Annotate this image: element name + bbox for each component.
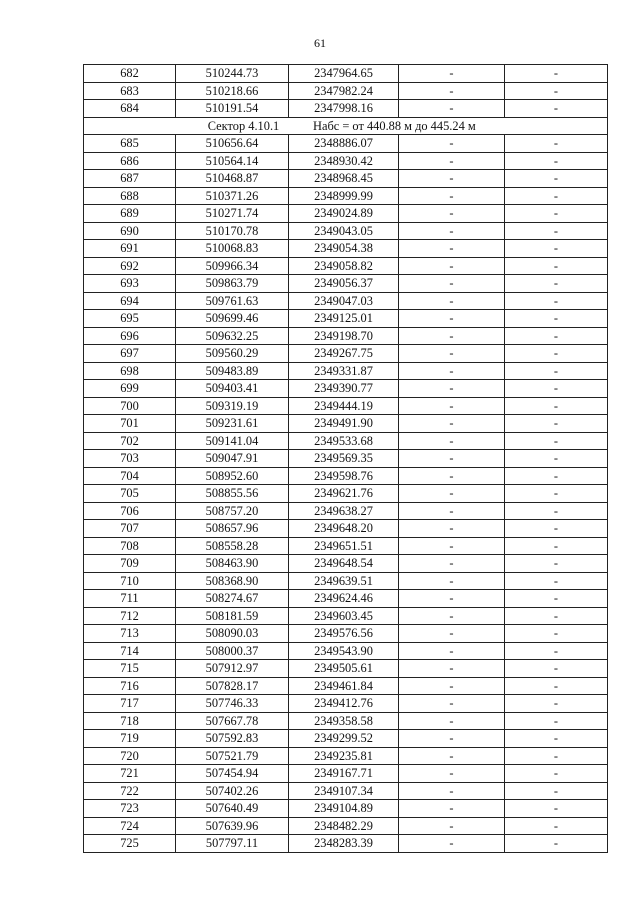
column-5-cell: - [505, 835, 608, 853]
table-row [84, 765, 608, 783]
y-coordinate-cell: 2349603.45 [289, 607, 399, 625]
x-coordinate-cell: 509560.29 [176, 345, 289, 363]
table-row [84, 817, 608, 835]
y-coordinate-cell: 2347964.65 [289, 65, 399, 83]
point-number-cell: 707 [84, 520, 176, 538]
column-4-cell: - [399, 135, 505, 153]
x-coordinate-cell: 507521.79 [176, 747, 289, 765]
column-5-cell: - [505, 677, 608, 695]
x-coordinate-cell: 509047.91 [176, 450, 289, 468]
column-4-cell: - [399, 485, 505, 503]
point-number-cell: 716 [84, 677, 176, 695]
coordinates-table [83, 64, 608, 853]
table-row [84, 747, 608, 765]
column-4-cell: - [399, 362, 505, 380]
point-number-cell: 725 [84, 835, 176, 853]
point-number-cell: 718 [84, 712, 176, 730]
column-4-cell: - [399, 782, 505, 800]
column-4-cell: - [399, 380, 505, 398]
table-row [84, 397, 608, 415]
table-row [84, 800, 608, 818]
table-row [84, 152, 608, 170]
y-coordinate-cell: 2348283.39 [289, 835, 399, 853]
column-4-cell: - [399, 432, 505, 450]
column-4-cell: - [399, 747, 505, 765]
column-4-cell: - [399, 450, 505, 468]
column-4-cell: - [399, 240, 505, 258]
table-row [84, 135, 608, 153]
table-row [84, 187, 608, 205]
column-4-cell: - [399, 397, 505, 415]
point-number-cell: 686 [84, 152, 176, 170]
y-coordinate-cell: 2349648.54 [289, 555, 399, 573]
table-row [84, 380, 608, 398]
y-coordinate-cell: 2348482.29 [289, 817, 399, 835]
table-row [84, 730, 608, 748]
column-5-cell: - [505, 747, 608, 765]
point-number-cell: 715 [84, 660, 176, 678]
x-coordinate-cell: 508952.60 [176, 467, 289, 485]
point-number-cell: 710 [84, 572, 176, 590]
table-row [84, 782, 608, 800]
y-coordinate-cell: 2349543.90 [289, 642, 399, 660]
table-row [84, 170, 608, 188]
y-coordinate-cell: 2349621.76 [289, 485, 399, 503]
y-coordinate-cell: 2349461.84 [289, 677, 399, 695]
x-coordinate-cell: 509632.25 [176, 327, 289, 345]
column-5-cell: - [505, 467, 608, 485]
point-number-cell: 714 [84, 642, 176, 660]
x-coordinate-cell: 508757.20 [176, 502, 289, 520]
column-5-cell: - [505, 345, 608, 363]
column-5-cell: - [505, 187, 608, 205]
column-4-cell: - [399, 257, 505, 275]
table-row [84, 65, 608, 83]
column-5-cell: - [505, 397, 608, 415]
y-coordinate-cell: 2349054.38 [289, 240, 399, 258]
x-coordinate-cell: 507640.49 [176, 800, 289, 818]
x-coordinate-cell: 510170.78 [176, 222, 289, 240]
x-coordinate-cell: 510068.83 [176, 240, 289, 258]
column-5-cell: - [505, 590, 608, 608]
point-number-cell: 709 [84, 555, 176, 573]
y-coordinate-cell: 2349047.03 [289, 292, 399, 310]
column-5-cell: - [505, 555, 608, 573]
column-5-cell: - [505, 240, 608, 258]
table-row [84, 257, 608, 275]
table-row [84, 345, 608, 363]
column-5-cell: - [505, 432, 608, 450]
table-row [84, 695, 608, 713]
column-4-cell: - [399, 677, 505, 695]
point-number-cell: 691 [84, 240, 176, 258]
point-number-cell: 711 [84, 590, 176, 608]
point-number-cell: 699 [84, 380, 176, 398]
y-coordinate-cell: 2349651.51 [289, 537, 399, 555]
y-coordinate-cell: 2349624.46 [289, 590, 399, 608]
y-coordinate-cell: 2349198.70 [289, 327, 399, 345]
y-coordinate-cell: 2349505.61 [289, 660, 399, 678]
x-coordinate-cell: 508368.90 [176, 572, 289, 590]
column-4-cell: - [399, 187, 505, 205]
point-number-cell: 689 [84, 205, 176, 223]
column-5-cell: - [505, 257, 608, 275]
y-coordinate-cell: 2349639.51 [289, 572, 399, 590]
y-coordinate-cell: 2349107.34 [289, 782, 399, 800]
column-5-cell: - [505, 625, 608, 643]
table-row [84, 520, 608, 538]
x-coordinate-cell: 510271.74 [176, 205, 289, 223]
point-number-cell: 682 [84, 65, 176, 83]
table-row [84, 450, 608, 468]
column-5-cell: - [505, 712, 608, 730]
column-4-cell: - [399, 695, 505, 713]
column-4-cell: - [399, 467, 505, 485]
column-4-cell: - [399, 765, 505, 783]
column-4-cell: - [399, 817, 505, 835]
x-coordinate-cell: 510564.14 [176, 152, 289, 170]
column-5-cell: - [505, 100, 608, 118]
y-coordinate-cell: 2349043.05 [289, 222, 399, 240]
x-coordinate-cell: 509699.46 [176, 310, 289, 328]
y-coordinate-cell: 2349299.52 [289, 730, 399, 748]
y-coordinate-cell: 2349056.37 [289, 275, 399, 293]
table-row [84, 415, 608, 433]
column-4-cell: - [399, 572, 505, 590]
y-coordinate-cell: 2349167.71 [289, 765, 399, 783]
point-number-cell: 722 [84, 782, 176, 800]
x-coordinate-cell: 508181.59 [176, 607, 289, 625]
point-number-cell: 698 [84, 362, 176, 380]
x-coordinate-cell: 509483.89 [176, 362, 289, 380]
table-row [84, 292, 608, 310]
column-4-cell: - [399, 222, 505, 240]
column-5-cell: - [505, 502, 608, 520]
column-5-cell: - [505, 572, 608, 590]
point-number-cell: 708 [84, 537, 176, 555]
x-coordinate-cell: 510371.26 [176, 187, 289, 205]
x-coordinate-cell: 510191.54 [176, 100, 289, 118]
column-5-cell: - [505, 135, 608, 153]
table-row [84, 712, 608, 730]
x-coordinate-cell: 507746.33 [176, 695, 289, 713]
point-number-cell: 723 [84, 800, 176, 818]
point-number-cell: 720 [84, 747, 176, 765]
x-coordinate-cell: 509403.41 [176, 380, 289, 398]
x-coordinate-cell: 510656.64 [176, 135, 289, 153]
point-number-cell: 704 [84, 467, 176, 485]
x-coordinate-cell: 508090.03 [176, 625, 289, 643]
column-4-cell: - [399, 537, 505, 555]
y-coordinate-cell: 2347982.24 [289, 82, 399, 100]
column-4-cell: - [399, 555, 505, 573]
y-coordinate-cell: 2349331.87 [289, 362, 399, 380]
column-5-cell: - [505, 537, 608, 555]
x-coordinate-cell: 507828.17 [176, 677, 289, 695]
point-number-cell: 700 [84, 397, 176, 415]
column-5-cell: - [505, 222, 608, 240]
column-5-cell: - [505, 82, 608, 100]
table-row [84, 432, 608, 450]
point-number-cell: 685 [84, 135, 176, 153]
table-row [84, 222, 608, 240]
y-coordinate-cell: 2349125.01 [289, 310, 399, 328]
column-5-cell: - [505, 380, 608, 398]
point-number-cell: 687 [84, 170, 176, 188]
column-5-cell: - [505, 415, 608, 433]
x-coordinate-cell: 509761.63 [176, 292, 289, 310]
page-number: 61 [314, 36, 326, 50]
y-coordinate-cell: 2348930.42 [289, 152, 399, 170]
x-coordinate-cell: 509319.19 [176, 397, 289, 415]
column-4-cell: - [399, 625, 505, 643]
column-4-cell: - [399, 835, 505, 853]
x-coordinate-cell: 510468.87 [176, 170, 289, 188]
column-4-cell: - [399, 590, 505, 608]
y-coordinate-cell: 2349638.27 [289, 502, 399, 520]
sector-header-row [84, 117, 608, 135]
sector-header-section [84, 117, 608, 135]
point-number-cell: 683 [84, 82, 176, 100]
table-row [84, 660, 608, 678]
x-coordinate-cell: 507402.26 [176, 782, 289, 800]
column-5-cell: - [505, 642, 608, 660]
table-row [84, 82, 608, 100]
x-coordinate-cell: 507592.83 [176, 730, 289, 748]
column-4-cell: - [399, 660, 505, 678]
y-coordinate-cell: 2349104.89 [289, 800, 399, 818]
column-4-cell: - [399, 345, 505, 363]
table-row [84, 625, 608, 643]
column-4-cell: - [399, 327, 505, 345]
table-row [84, 835, 608, 853]
x-coordinate-cell: 508657.96 [176, 520, 289, 538]
y-coordinate-cell: 2348999.99 [289, 187, 399, 205]
y-coordinate-cell: 2349390.77 [289, 380, 399, 398]
y-coordinate-cell: 2347998.16 [289, 100, 399, 118]
column-5-cell: - [505, 327, 608, 345]
y-coordinate-cell: 2349569.35 [289, 450, 399, 468]
y-coordinate-cell: 2349491.90 [289, 415, 399, 433]
y-coordinate-cell: 2348968.45 [289, 170, 399, 188]
column-5-cell: - [505, 292, 608, 310]
table-row [84, 485, 608, 503]
column-5-cell: - [505, 765, 608, 783]
table-row [84, 642, 608, 660]
table-body-before-sector [84, 65, 608, 118]
column-4-cell: - [399, 520, 505, 538]
column-4-cell: - [399, 730, 505, 748]
y-coordinate-cell: 2349576.56 [289, 625, 399, 643]
y-coordinate-cell: 2349235.81 [289, 747, 399, 765]
table-row [84, 590, 608, 608]
column-5-cell: - [505, 695, 608, 713]
x-coordinate-cell: 508274.67 [176, 590, 289, 608]
x-coordinate-cell: 507912.97 [176, 660, 289, 678]
column-4-cell: - [399, 800, 505, 818]
point-number-cell: 702 [84, 432, 176, 450]
column-5-cell: - [505, 817, 608, 835]
point-number-cell: 696 [84, 327, 176, 345]
column-4-cell: - [399, 205, 505, 223]
y-coordinate-cell: 2349358.58 [289, 712, 399, 730]
x-coordinate-cell: 510218.66 [176, 82, 289, 100]
x-coordinate-cell: 509966.34 [176, 257, 289, 275]
x-coordinate-cell: 510244.73 [176, 65, 289, 83]
point-number-cell: 712 [84, 607, 176, 625]
table-row [84, 310, 608, 328]
column-5-cell: - [505, 660, 608, 678]
point-number-cell: 719 [84, 730, 176, 748]
x-coordinate-cell: 507797.11 [176, 835, 289, 853]
point-number-cell: 694 [84, 292, 176, 310]
table-body-after-sector [84, 135, 608, 853]
column-5-cell: - [505, 152, 608, 170]
column-5-cell: - [505, 65, 608, 83]
y-coordinate-cell: 2349444.19 [289, 397, 399, 415]
point-number-cell: 697 [84, 345, 176, 363]
table-row [84, 275, 608, 293]
column-4-cell: - [399, 642, 505, 660]
point-number-cell: 693 [84, 275, 176, 293]
column-4-cell: - [399, 65, 505, 83]
column-5-cell: - [505, 362, 608, 380]
x-coordinate-cell: 507639.96 [176, 817, 289, 835]
y-coordinate-cell: 2349648.20 [289, 520, 399, 538]
point-number-cell: 684 [84, 100, 176, 118]
y-coordinate-cell: 2348886.07 [289, 135, 399, 153]
table-row [84, 555, 608, 573]
point-number-cell: 713 [84, 625, 176, 643]
column-5-cell: - [505, 275, 608, 293]
column-5-cell: - [505, 450, 608, 468]
x-coordinate-cell: 509141.04 [176, 432, 289, 450]
x-coordinate-cell: 507454.94 [176, 765, 289, 783]
column-5-cell: - [505, 782, 608, 800]
x-coordinate-cell: 508463.90 [176, 555, 289, 573]
table-row [84, 362, 608, 380]
x-coordinate-cell: 508855.56 [176, 485, 289, 503]
point-number-cell: 717 [84, 695, 176, 713]
column-5-cell: - [505, 310, 608, 328]
column-5-cell: - [505, 730, 608, 748]
table-row [84, 100, 608, 118]
column-4-cell: - [399, 82, 505, 100]
table-row [84, 537, 608, 555]
column-4-cell: - [399, 170, 505, 188]
column-5-cell: - [505, 607, 608, 625]
x-coordinate-cell: 508558.28 [176, 537, 289, 555]
column-5-cell: - [505, 170, 608, 188]
sector-height-range: Набс = от 440.88 м до 445.24 м [313, 118, 476, 133]
y-coordinate-cell: 2349412.76 [289, 695, 399, 713]
table-row [84, 677, 608, 695]
y-coordinate-cell: 2349267.75 [289, 345, 399, 363]
table-row [84, 205, 608, 223]
point-number-cell: 705 [84, 485, 176, 503]
point-number-cell: 703 [84, 450, 176, 468]
point-number-cell: 695 [84, 310, 176, 328]
point-number-cell: 688 [84, 187, 176, 205]
y-coordinate-cell: 2349598.76 [289, 467, 399, 485]
column-4-cell: - [399, 712, 505, 730]
x-coordinate-cell: 507667.78 [176, 712, 289, 730]
point-number-cell: 706 [84, 502, 176, 520]
column-5-cell: - [505, 205, 608, 223]
column-4-cell: - [399, 275, 505, 293]
x-coordinate-cell: 509863.79 [176, 275, 289, 293]
column-4-cell: - [399, 502, 505, 520]
x-coordinate-cell: 509231.61 [176, 415, 289, 433]
point-number-cell: 721 [84, 765, 176, 783]
table-row [84, 502, 608, 520]
column-5-cell: - [505, 520, 608, 538]
column-4-cell: - [399, 100, 505, 118]
column-4-cell: - [399, 310, 505, 328]
table-row [84, 467, 608, 485]
point-number-cell: 701 [84, 415, 176, 433]
column-4-cell: - [399, 152, 505, 170]
point-number-cell: 690 [84, 222, 176, 240]
y-coordinate-cell: 2349533.68 [289, 432, 399, 450]
column-5-cell: - [505, 800, 608, 818]
y-coordinate-cell: 2349058.82 [289, 257, 399, 275]
y-coordinate-cell: 2349024.89 [289, 205, 399, 223]
x-coordinate-cell: 508000.37 [176, 642, 289, 660]
column-5-cell: - [505, 485, 608, 503]
table-row [84, 240, 608, 258]
sector-name: Сектор 4.10.1 [207, 118, 280, 133]
table-row [84, 572, 608, 590]
point-number-cell: 692 [84, 257, 176, 275]
column-4-cell: - [399, 415, 505, 433]
column-4-cell: - [399, 292, 505, 310]
table-row [84, 607, 608, 625]
column-4-cell: - [399, 607, 505, 625]
table-row [84, 327, 608, 345]
point-number-cell: 724 [84, 817, 176, 835]
